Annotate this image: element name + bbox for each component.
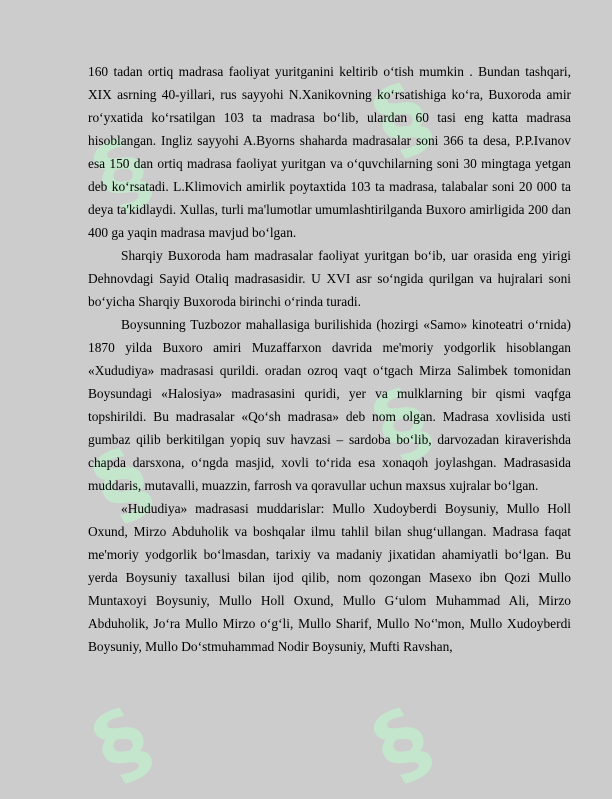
watermark-logo-icon: § — [76, 117, 167, 230]
body-paragraph: «Hududiya» madrasasi muddarislar: Mullo Xudoyberdi Boysuniy, Mullo Holl Oxund, Mirzo Abduholik va boshqalar ilmu tahlil bilan shug‘ullangan. Madrasa faqat me'moriy yodgorlik bo‘lmasdan, tarixiy va madaniy jixatidan ahamiyatli bo‘lgan. Bu yerda Boysuniy taxallusi bilan ijod qilib, nom qozongan Masexo ibn Qozi Mullo Muntaxoyi Boysuniy, Mullo Holl Oxund, Mullo G‘ulom Muhammad Ali, Mirzo Abduholik, Jo‘ra Mullo Mirzo o‘g‘li, Mullo Sharif, Mullo No‘'mon, Mullo Xudoyberdi Boysuniy, Mullo Do‘stmuhammad Nodir Boysuniy, Mufti Ravshan, — [88, 501, 571, 654]
watermark-logo-icon: § — [356, 62, 447, 175]
watermark-logo-icon: § — [76, 427, 167, 540]
body-paragraph: Boysunning Tuzbozor mahallasiga burilishida (hozirgi «Samo» kinoteatri o‘rnida) 1870 yilda Buxoro amiri Muzaffarxon davrida me'moriy yodgorlik hisoblangan «Xududiya» madrasasi qurildi. oradan ozroq vaqt o‘tgach Mirza Salimbek tomonidan Boysundagi «Halosiya» madrasasini quridi, yer va mulklarning bir qismi vaqfga topshirildi. Bu madrasalar «Qo‘sh madrasa» deb nom olgan. Madrasa xovlisida usti gumbaz qilib berkitilgan yopiq suv havzasi – sardoba bo‘lib, darvozadan kiraverishda chapda darsxona, o‘ngda masjid, xovli to‘rida esa xonaqoh joylashgan. Madrasasida muddaris, mutavalli, muazzin, farrosh va qoravullar uchun maxsus xujralar bo‘lgan. — [88, 317, 571, 493]
watermark-logo-icon: § — [356, 367, 447, 480]
document-page — [88, 60, 571, 658]
body-paragraph: 160 tadan ortiq madrasa faoliyat yuritganini keltirib o‘tish mumkin . Bundan tashqari, XIX asrning 40-yillari, rus sayyohi N.Xanikovning ko‘rsatishiga ko‘ra, Buxoroda amir ro‘yxatida ko‘rsatilgan 103 ta madrasa bo‘lib, ulardan 60 tasi eng katta madrasa hisoblangan. Ingliz sayyohi A.Byorns shaharda madrasalar soni 366 ta desa, P.P.Ivanov esa 150 dan ortiq madrasa faoliyat yuritgan va o‘quvchilarning soni 30 mingtaga yetgan deb ko‘rsatadi. L.Klimovich amirlik poytaxtida 103 ta madrasa, talabalar soni 20 000 ta deya ta'kidlaydi. Xullas, turli ma'lumotlar umumlashtirilganda Buxoro amirligida 200 dan 400 ga yaqin madrasa mavjud bo‘lgan. — [88, 64, 571, 240]
watermark-logo-icon: § — [76, 687, 167, 799]
watermark-logo-icon: § — [356, 687, 447, 799]
body-paragraph: Sharqiy Buxoroda ham madrasalar faoliyat yuritgan bo‘ib, uar orasida eng yirigi Dehnovdagi Sayid Otaliq madrasasidir. U XVI asr so‘ngida qurilgan va hujralari soni bo‘yicha Sharqiy Buxoroda birinchi o‘rinda turadi. — [88, 248, 571, 309]
